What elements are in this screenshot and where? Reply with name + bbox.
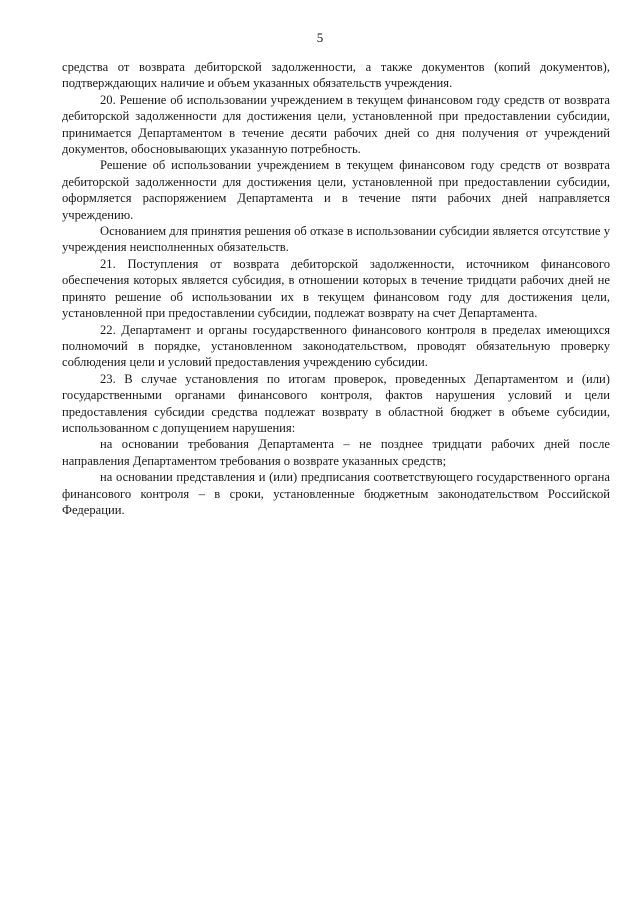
document-body	[62, 59, 610, 518]
paragraph-decision-order: Решение об использовании учреждением в текущем финансовом году средств от возврата дебиторской задолженности для достижения цели, установленной при предоставлении субсидии, оформляется распоряжением Департамента и в течение пяти рабочих дней направляется учреждению.	[62, 158, 610, 222]
paragraph-continuation: средства от возврата дебиторской задолженности, а также документов (копий документов), подтверждающих наличие и объем указанных обязательств учреждения.	[62, 60, 610, 91]
page-number: 5	[316, 30, 324, 45]
paragraph-item-22: 22. Департамент и органы государственного финансового контроля в пределах имеющихся полномочий в порядке, установленном законодательством, проводят обязательную проверку соблюдения цели и условий предоставления учреждению субсидии.	[62, 322, 610, 370]
paragraph-item-20: 20. Решение об использовании учреждением в текущем финансовом году средств от возврата дебиторской задолженности для достижения цели, установленной при предоставлении субсидии, принимается Департаментом в течение десяти рабочих дней со дня получения от учреждений документов, обосновывающих указанную потребность.	[62, 92, 610, 157]
paragraph-item-23: 23. В случае установления по итогам проверок, проведенных Департаментом и (или) государственными органами финансового контроля, фактов нарушения условий и цели предоставления субсидии средства подлежат возврату в областной бюджет в объеме субсидии, использованном с допущением нарушения:	[62, 371, 610, 435]
paragraph-return-by-prescription: на основании представления и (или) предписания соответствующего государственного органа финансового контроля – в сроки, установленные бюджетным законодательством Российской Федерации.	[62, 470, 610, 517]
paragraph-return-by-requirement: на основании требования Департамента – не позднее тридцати рабочих дней после направления Департаментом требования о возврате указанных средств;	[62, 437, 610, 468]
paragraph-refusal-grounds: Основанием для принятия решения об отказе в использовании субсидии является отсутствие у учреждения неисполненных обязательств.	[62, 224, 610, 255]
paragraph-item-21: 21. Поступления от возврата дебиторской задолженности, источником финансового обеспечения которых является субсидия, в отношении которых в течение тридцати рабочих дней не принято решение об использовании их в текущем финансовом году для достижения цели, установленной при предоставлении субсидии, подлежат возврату на счет Департамента.	[62, 256, 610, 321]
